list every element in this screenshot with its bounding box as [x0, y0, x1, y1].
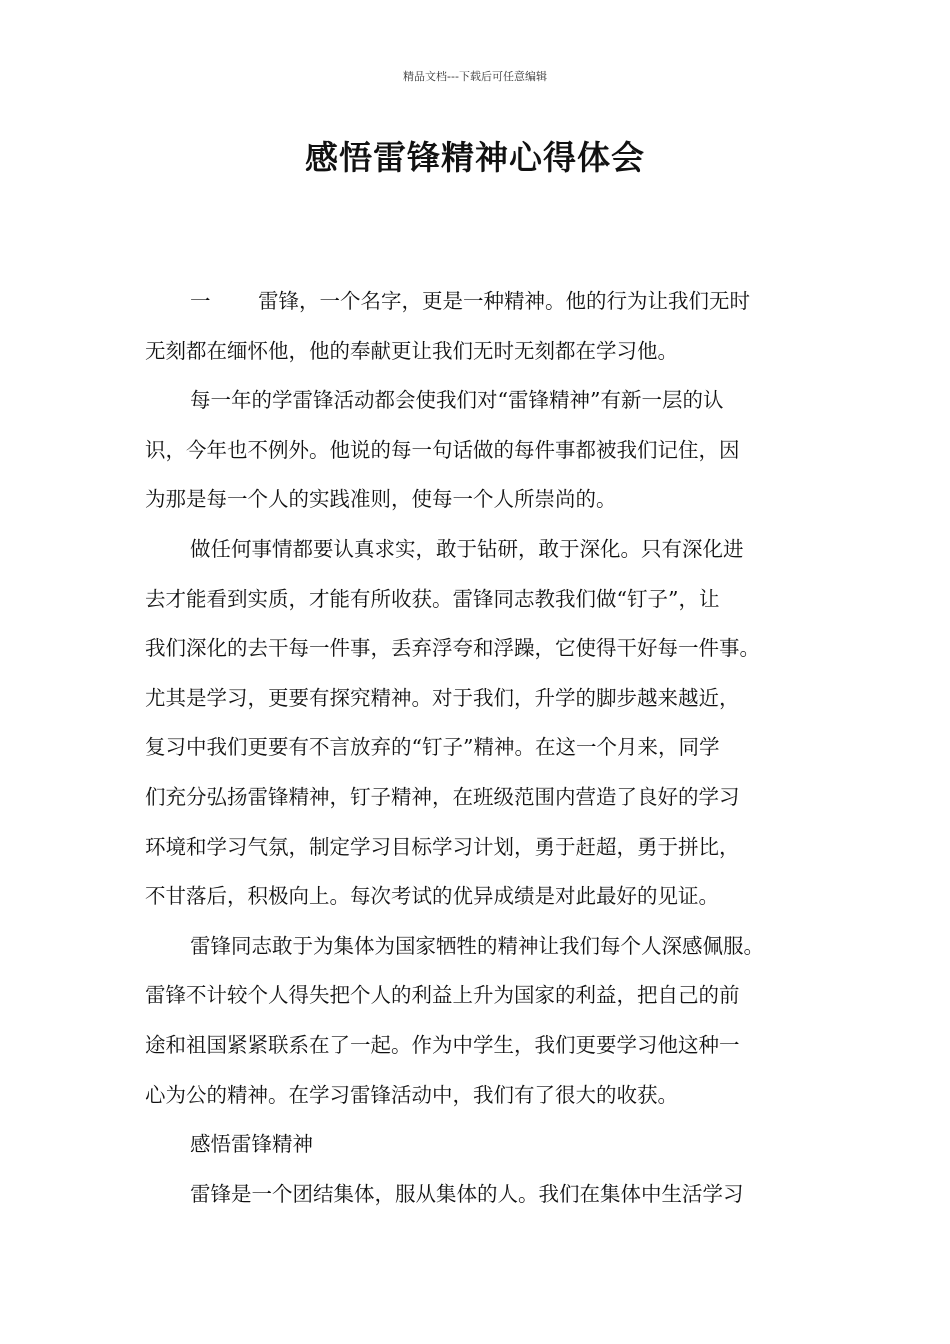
paragraph-3-line-8: 不甘落后，积极向上。每次考试的优异成绩是对此最好的见证。 — [145, 884, 719, 909]
paragraph-3-line-3: 我们深化的去干每一件事，丢弃浮夸和浮躁，它使得干好每一件事。 — [145, 636, 760, 661]
paragraph-1-dash: 一 — [190, 289, 211, 313]
paragraph-1-line-1-text: 雷锋，一个名字，更是一种精神。他的行为让我们无时 — [258, 289, 750, 313]
paragraph-3-line-7: 环境和学习气氛，制定学习目标学习计划，勇于赶超，勇于拼比， — [145, 834, 740, 859]
paragraph-4-line-3: 途和祖国紧紧联系在了一起。作为中学生，我们更要学习他这种一 — [145, 1032, 740, 1057]
paragraph-3-line-2: 去才能看到实质，才能有所收获。雷锋同志教我们做“钉子”，让 — [145, 586, 720, 611]
paragraph-3-line-1: 做任何事情都要认真求实，敢于钻研，敢于深化。只有深化进 — [190, 536, 744, 561]
paragraph-4-line-1: 雷锋同志敢于为集体为国家牺牲的精神让我们每个人深感佩服。 — [190, 933, 764, 958]
paragraph-3-line-6: 们充分弘扬雷锋精神，钉子精神，在班级范围内营造了良好的学习 — [145, 784, 740, 809]
paragraph-4-line-4: 心为公的精神。在学习雷锋活动中，我们有了很大的收获。 — [145, 1082, 678, 1107]
paragraph-5-line-1: 雷锋是一个团结集体，服从集体的人。我们在集体中生活学习 — [190, 1181, 744, 1206]
paragraph-1-line-1 — [145, 282, 825, 332]
paragraph-2-line-1: 每一年的学雷锋活动都会使我们对“雷锋精神”有新一层的认 — [190, 388, 724, 413]
section-subheading: 感悟雷锋精神 — [190, 1132, 313, 1157]
document-title: 感悟雷锋精神心得体会 — [305, 138, 645, 177]
paragraph-4-line-2: 雷锋不计较个人得失把个人的利益上升为国家的利益，把自己的前 — [145, 983, 740, 1008]
paragraph-2-line-3: 为那是每一个人的实践准则，使每一个人所崇尚的。 — [145, 487, 617, 512]
document-body — [145, 282, 825, 1224]
paragraph-3-line-5: 复习中我们更要有不言放弃的“钉子”精神。在这一个月来，同学 — [145, 735, 720, 760]
paragraph-1-line-2: 无刻都在缅怀他，他的奉献更让我们无时无刻都在学习他。 — [145, 338, 678, 363]
paragraph-2-line-2: 识，今年也不例外。他说的每一句话做的每件事都被我们记住，因 — [145, 437, 740, 462]
header-note: 精品文档---下载后可任意编辑 — [403, 70, 547, 83]
paragraph-3-line-4: 尤其是学习，更要有探究精神。对于我们，升学的脚步越来越近， — [145, 685, 740, 710]
